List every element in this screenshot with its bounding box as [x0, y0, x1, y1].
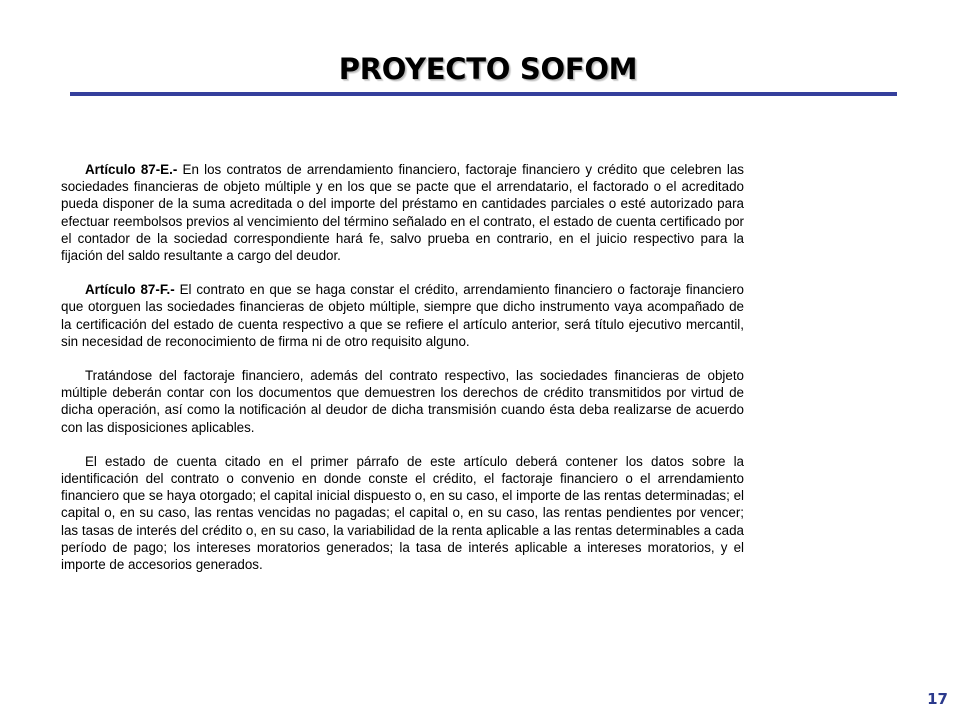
title-underline-rule — [70, 92, 897, 96]
paragraph-factoraje — [61, 367, 744, 436]
paragraph-text: El estado de cuenta citado en el primer párrafo de este artículo deberá contener los datos sobre la identificación del contrato o convenio en donde conste el crédito, el factoraje financiero o el arrendamiento financiero que se haya otorgado; el capital inicial dispuesto o, en su caso, el importe de las rentas determinadas; el capital o, en su caso, las rentas vencidas no pagadas; el capital o, en su caso, las rentas pendientes por vencer; las tasas de interés del crédito o, en su caso, la variabilidad de la renta aplicable a las rentas determinables a cada período de pago; los intereses moratorios generados; la tasa de interés aplicable a intereses moratorios, y el importe de accesorios generados. — [61, 453, 744, 573]
paragraph-estado-de-cuenta — [61, 453, 744, 573]
paragraph-articulo-87-f — [61, 281, 744, 350]
page-number: 17 — [927, 690, 948, 708]
slide-title: PROYECTO SOFOM — [338, 52, 638, 86]
article-heading: Artículo 87-E.- — [85, 162, 178, 177]
paragraph-text: Tratándose del factoraje financiero, además del contrato respectivo, las sociedades financieras de objeto múltiple deberán contar con los documentos que demuestren los derechos de crédito transmitidos por virtud de dicha operación, así como la notificación al deudor de dicha transmisión cuando ésta deba realizarse de acuerdo con las disposiciones aplicables. — [61, 368, 744, 435]
paragraph-text: En los contratos de arrendamiento financiero, factoraje financiero y crédito que celebren las sociedades financieras de objeto múltiple y en los que se pacte que el arrendatario, el factorado o el acreditado pueda disponer de la suma acreditada o del importe del préstamo en cantidades parciales o esté autorizado para efectuar reembolsos previos al vencimiento del término señalado en el contrato, el estado de cuenta certificado por el contador de la sociedad correspondiente hará fe, salvo prueba en contrario, en el juicio respectivo para la fijación del saldo resultante a cargo del deudor. — [61, 162, 744, 264]
legal-text-body — [61, 161, 744, 590]
paragraph-articulo-87-e — [61, 161, 744, 264]
article-heading: Artículo 87-F.- — [85, 282, 175, 298]
paragraph-text: El contrato en que se haga constar el crédito, arrendamiento financiero o factoraje financiero que otorguen las sociedades financieras de objeto múltiple, siempre que dicho instrumento vaya acompañado de la certificación del estado de cuenta respectivo a que se refiere el artículo anterior, será título ejecutivo mercantil, sin necesidad de reconocimiento de firma ni de otro requisito alguno. — [61, 282, 744, 349]
